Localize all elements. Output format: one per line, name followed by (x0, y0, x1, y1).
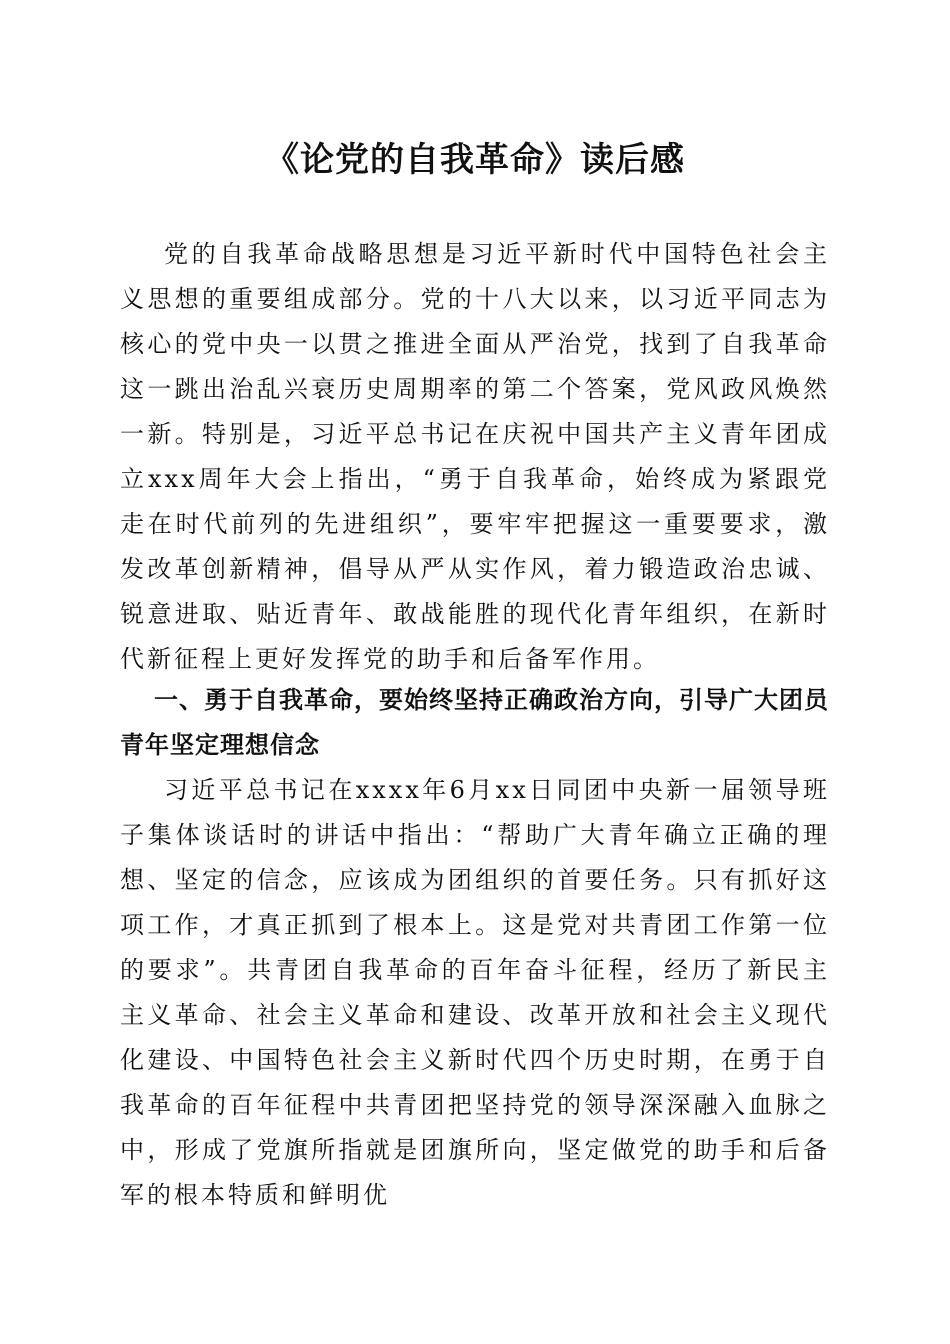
body-paragraph-section-1: 习近平总书记在xxxx年6月xx日同团中央新一届领导班子集体谈话时的讲话中指出：“帮助广大青年确立正确的理想、坚定的信念，应该成为团组织的首要任务。只有抓好这项工作，才真正抓到了根本上。这是党对共青团工作第一位的要求”。共青团自我革命的百年奋斗征程，经历了新民主主义革命、社会主义革命和建设、改革开放和社会主义现代化建设、中国特色社会主义新时代四个历史时期，在勇于自我革命的百年征程中共青团把坚持党的领导深深融入血脉之中，形成了党旗所指就是团旗所向，坚定做党的助手和后备军的根本特质和鲜明优 (120, 776, 830, 1209)
document-title: 《论党的自我革命》读后感 (265, 140, 685, 180)
body-paragraph-intro: 党的自我革命战略思想是习近平新时代中国特色社会主义思想的重要组成部分。党的十八大以来，以习近平同志为核心的党中央一以贯之推进全面从严治党，找到了自我革命这一跳出治乱兴衰历史周期率的第二个答案，党风政风焕然一新。特别是，习近平总书记在庆祝中国共产主义青年团成立xxx周年大会上指出，“勇于自我革命，始终成为紧跟党走在时代前列的先进组织”，要牢牢把握这一重要要求，激发改革创新精神，倡导从严从实作风，着力锻造政治忠诚、锐意进取、贴近青年、敢战能胜的现代化青年组织，在新时代新征程上更好发挥党的助手和后备军作用。 (120, 240, 830, 673)
section-heading-1: 一、勇于自我革命，要始终坚持正确政治方向，引导广大团员青年坚定理想信念 (120, 686, 829, 759)
